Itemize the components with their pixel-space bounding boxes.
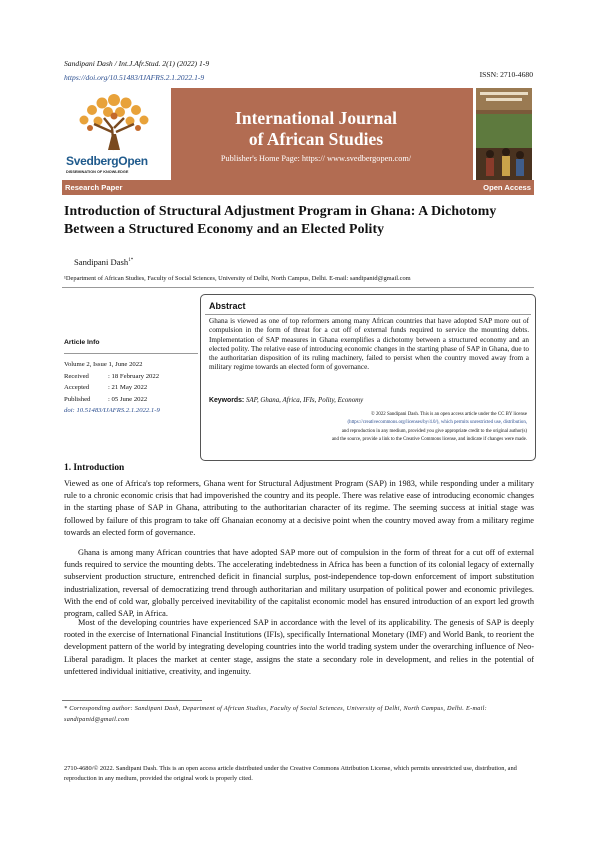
article-info-heading: Article Info <box>64 339 198 354</box>
author-affiliation: ¹Department of African Studies, Faculty of Social Sciences, University of Delhi, North Campus, Delhi. E-mail: sandipanid@gmail.com <box>64 275 411 282</box>
section-heading: 1. Introduction <box>64 463 125 473</box>
copyright-notice: 2710-4680/© 2022. Sandipani Dash. This is an open access article distributed under the Creative Commons Attribution License, which permits unrestricted use, distribution, and reproduction in any medium, provided the original work is properly cited. <box>64 765 517 782</box>
accepted-row <box>64 382 198 394</box>
received-row <box>64 371 198 383</box>
journal-banner <box>171 88 473 182</box>
author-name <box>74 257 133 267</box>
volume-info: Volume 2, Issue 1, June 2022 <box>64 361 143 368</box>
abstract-box <box>200 294 536 461</box>
paragraph-3: Most of the developing countries have experienced SAP in accordance with the level of its applicability. The genesis of SAP is deeply rooted in the exercise of International Financial Institutions (IFIs), specifically International Monetary (IMF) and World Bank, to reorient the development pattern of the world by integrating developing countries into the world trading system under the overarching influence of Neo-Liberal paradigm. It places the market at center stage, assigns the state a secondary role in development, and relies in the potential of unfettered individual initiative, creativity, and ingenuity. <box>64 618 534 676</box>
abstract-text: Ghana is viewed as one of top reformers among many African countries that have adopted SAP more out of compulsion in the form of threat for a cut off of external funds required to service the mounting debts. Implementation of SAP measures in Ghana exemplifies a dichotomy between a structured economy and an elected polity. The relative ease of introducing economic changes in the starting phase of SAP in Ghana, due to the authoritarian disposition of its ruling machinery, failed to persist when the country moved away from a military regime towards an elected form of governance. <box>209 317 529 372</box>
published-date: : 05 June 2022 <box>108 395 148 403</box>
accepted-date: : 21 May 2022 <box>108 384 148 392</box>
abstract-divider <box>205 314 531 315</box>
access-type: Open Access <box>483 183 531 192</box>
license-notice <box>257 411 527 445</box>
journal-cover-image <box>476 88 532 182</box>
paragraph-1: Viewed as one of Africa's top reformers, Ghana went for Structural Adjustment Program (SAP) in 1983, while responding under a military rule to a chronic economic crisis that had impoverished the country and its people. There was relative ease of introducing economic changes in the starting phase of SAP in Ghana, attributing to the authoritarian character of its regime. The seeming success at initial stage was followed by failure of this program to take off Ghanaian economy at a decisive point when the country moved away from a military regime towards an elected form of governance. <box>64 479 534 537</box>
abstract-heading: Abstract <box>209 301 246 311</box>
citation: Sandipani Dash / Int.J.Afr.Stud. 2(1) (2022) 1-9 <box>64 59 210 68</box>
corresponding-author-footnote: * Corresponding author: Sandipani Dash, Department of African Studies, Faculty of Social Sciences, University of Delhi, North Campus, Delhi. E-mail: sandipanid@gmail.com <box>64 705 488 723</box>
publisher-homepage[interactable]: Publisher's Home Page: https:// www.svedbergopen.com/ <box>220 154 412 163</box>
article-info <box>64 339 198 417</box>
author-name-text: Sandipani Dash <box>74 257 129 267</box>
doi-link[interactable]: https://doi.org/10.51483/IJAFRS.2.1.2022.1-9 <box>64 73 205 82</box>
tree-logo-icon <box>64 88 164 156</box>
keywords-list: SAP, Ghana, Africa, IFIs, Polity, Economy <box>245 397 364 404</box>
running-header <box>64 57 209 85</box>
journal-title-line2: of African Studies <box>248 129 384 149</box>
journal-title-line1: International Journal <box>235 108 397 128</box>
keywords-label: Keywords: <box>209 397 245 404</box>
license-line-2[interactable]: (https://creativecommons.org/licenses/by/4.0/), which permits unrestricted use, distribution, <box>347 420 527 426</box>
issn: ISSN: 2710-4680 <box>479 70 533 79</box>
published-row <box>64 394 198 406</box>
license-line-3: and reproduction in any medium, provided you give appropriate credit to the original author(s) <box>341 428 527 434</box>
received-label: Received <box>64 372 89 380</box>
license-line-1: © 2022 Sandipani Dash. This is an open access article under the CC BY license <box>371 412 527 417</box>
publisher-logo <box>64 88 174 180</box>
received-date: : 18 February 2022 <box>108 372 160 380</box>
paragraph-2: Ghana is among many African countries that have adopted SAP more out of compulsion in the form of threat for a cut off of external funds required to service the mounting debts. The accelerating indebtedness in Africa has been a function of its colonial legacy of externally subservient production structure, entrenched deficit in financial surplus, post-independence top-down enforcement of import substitution industrialization, reversal of democratizing trend through authoritarian and military usurpation of political power and economic privileges. With the end of cold war, globally perceived inevitability of the capitalist economic model has ensured introduction of an export led growth program, called SAP, in Africa. <box>64 548 534 619</box>
keywords <box>209 397 363 404</box>
author-superscript: 1* <box>128 258 134 264</box>
divider <box>62 287 534 288</box>
article-type: Research Paper <box>65 183 123 192</box>
article-type-bar <box>62 180 534 195</box>
published-label: Published <box>64 395 91 403</box>
license-line-4: and the source, provide a link to the Creative Commons license, and indicate if changes were made. <box>331 437 527 443</box>
accepted-label: Accepted <box>64 384 90 392</box>
logo-tagline: DISSEMINATION OF KNOWLEDGE <box>66 170 129 174</box>
footnote-divider <box>62 700 202 701</box>
article-doi[interactable]: doi: 10.51483/IJAFRS.2.1.2022.1-9 <box>64 407 160 415</box>
logo-brand: SvedbergOpen <box>66 154 148 168</box>
article-title: Introduction of Structural Adjustment Program in Ghana: A Dichotomy Between a Structured Economy and an Elected Polity <box>64 203 497 236</box>
